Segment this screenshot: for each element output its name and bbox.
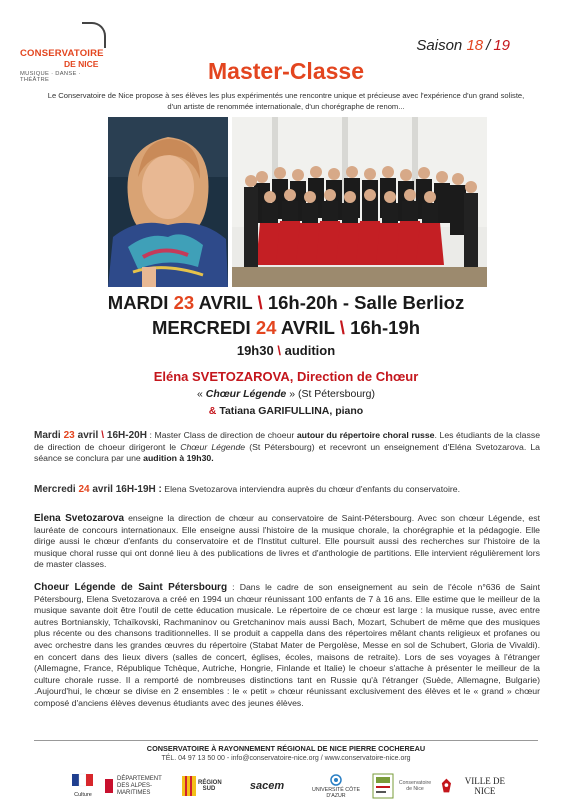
p1-number: 23 xyxy=(63,430,75,441)
date1-number: 23 xyxy=(173,292,195,313)
partner-region-logo xyxy=(180,772,222,800)
partner-sacem-logo: sacem xyxy=(249,780,285,792)
page-title: Master-Classe xyxy=(208,58,364,84)
date2-day: MERCREDI xyxy=(152,317,251,338)
p1-day: Mardi xyxy=(34,430,61,441)
date2-separator: \ xyxy=(339,317,345,338)
date2-number: 24 xyxy=(255,317,277,338)
p1-time: 16H-20H xyxy=(106,430,147,441)
partner-conservatoire-text: Conservatoire de Nice xyxy=(398,780,432,792)
choir-illustration xyxy=(232,117,487,287)
portrait-photo xyxy=(108,117,228,287)
season-sep: / xyxy=(486,37,491,54)
p1-separator: \ xyxy=(101,430,104,441)
partner-label-departement: DÉPARTEMENT DES ALPES-MARITIMES xyxy=(117,775,162,796)
partner-label-region: RÉGION SUD xyxy=(198,780,222,792)
p3-lead: Elena Svetozarova xyxy=(34,513,125,524)
date2-time: 16h-19h xyxy=(350,317,420,338)
footer-contact[interactable]: TÉL. 04 97 13 50 00 - info@conservatoire-nice.org / www.conservatoire-nice.org xyxy=(161,755,411,762)
paragraph-choir xyxy=(34,582,540,710)
p4-text: : Dans le cadre de son enseignement au sein de l'école n°636 de Saint Pétersbourg, Elena Svetozarova a créé en 1994 un chœur réunissant 100 enfants de 7 à 16 ans. Elle estime que le meilleur de la musique savante doit être l'outil de cette éducation musicale. Le répertoire de ce chœur est large : la musique russe, avec entre autres Bortnianskiy, Tchaïkovski, Rachmaninov ou Gretchaninov mais aussi Bach, Mozart, Schubert de même que des musiques plus récente ou des chansons traditionnelles. Il se produit a cappella dans des répertoires mêlant chants religieux et profanes ou avec orchestre dans les grandes œuvres du répertoire (Stabat Mater de Pergolèse, Messe en sol de Schubert, Gloria de Vivaldi). en concert dans des lieux divers (salles de concert, églises, écoles, maisons de retraite). Lors de ses voyages à l'étranger (Allemagne, France, République Tchèque, Autriche, Hongrie, Finlande et Italie) le choeur s'attache à présenter le meilleur de la culture chorale russe. Il a remporté de nombreuses distinctions tant en Russie qu'à l'étranger (Suède, Allemagne, Bulgarie) .Aujourd'hui, le chœur se divise en 2 ensembles : le « petit » chœur réunissant exclusivement des élèves et le « grand » chœur composé d'anciens élèves devenus étudiants avec des jeunes élèves. xyxy=(34,582,540,708)
date-line-tuesday xyxy=(0,292,572,314)
audition-word: audition xyxy=(284,343,336,358)
partner-departement-logo xyxy=(104,772,176,800)
choir-name: Chœur Légende xyxy=(205,388,287,400)
paragraph-bio xyxy=(34,513,540,571)
partner-culture-logo xyxy=(70,772,96,800)
choir-city: (St Pétersbourg) xyxy=(297,388,375,400)
p2-text: Elena Svetozarova interviendra auprès du chœur d'enfants du conservatoire. xyxy=(161,484,461,494)
paragraph-tuesday xyxy=(34,430,540,465)
audition-line xyxy=(0,343,572,358)
p4-lead: Choeur Légende de Saint Pétersbourg xyxy=(34,582,228,593)
p2-time: avril 16H-19H : xyxy=(92,484,162,495)
p1-text-c: (St Pétersbourg) et recevront un enseignement d'Eléna Svetozarova. La séance se conclura par une xyxy=(34,441,540,464)
paragraph-wednesday xyxy=(34,484,540,496)
p1-italic: Chœur Légende xyxy=(180,441,246,452)
date1-day: MARDI xyxy=(107,292,169,313)
season-year2: 19 xyxy=(493,37,510,54)
p2-number: 24 xyxy=(78,484,90,495)
logo-line2: DE NICE xyxy=(64,59,99,69)
departement-icon xyxy=(104,778,114,794)
marianne-icon xyxy=(70,772,96,800)
pianist-name: Tatiana GARIFULLINA, piano xyxy=(219,405,364,417)
p1-month: avril xyxy=(77,430,99,441)
logo-line1: CONSERVATOIRE xyxy=(20,48,104,59)
p3-text: enseigne la direction de chœur au conservatoire de Saint-Pétersbourg. Avec son chœur Légende, est lauréate de concours internationaux. Elle enseigne aussi l'histoire de la musique chorale, la chorégraphie et la pédagogie. Elle dirige aussi le chœur d'enfants du conservatoire et de l'Institut culturel. Elle poursuit aussi des recherches sur l'histoire de la musique choral russe qui ont donné lieu à des publications de livres et d'anthologie de partitions. Elle intervient régulièrement lors de master classes. xyxy=(34,513,541,570)
quote-open: « xyxy=(197,388,203,400)
audition-separator: \ xyxy=(277,343,281,358)
date-line-wednesday xyxy=(0,317,572,339)
date1-time-place: 16h-20h - Salle Berlioz xyxy=(267,292,465,313)
partner-universite-logo xyxy=(308,772,364,800)
ville-eagle-icon xyxy=(440,777,453,795)
p1-text-a: : Master Class de direction de choeur xyxy=(146,430,297,440)
partner-label-culture: Culture xyxy=(74,792,92,798)
date1-separator: \ xyxy=(257,292,263,313)
p1-bold: autour du répertoire choral russe xyxy=(296,430,435,440)
footer-divider xyxy=(34,740,538,741)
season-word: Saison xyxy=(416,37,463,54)
p1-text-b: . Les étudiants de la classe de direction de choeur dirigeront le xyxy=(34,430,541,452)
ampersand: & xyxy=(208,405,217,417)
partner-label-ville: VILLE DE NICE xyxy=(464,776,506,796)
choir-photo xyxy=(232,117,487,287)
logo-line3: MUSIQUE · DANSE · THÉÂTRE xyxy=(20,71,81,83)
partner-ville-logo xyxy=(440,772,514,800)
audition-time: 19h30 xyxy=(236,343,274,358)
partner-label-universite: UNIVERSITÉ CÔTE D'AZUR xyxy=(312,787,360,799)
footer-institution: CONSERVATOIRE À RAYONNEMENT RÉGIONAL DE NICE PIERRE COCHEREAU xyxy=(146,744,426,753)
p1-bold2: audition à 19h30. xyxy=(143,453,214,464)
logo-mark-icon xyxy=(82,22,106,48)
intro-text: Le Conservatoire de Nice propose à ses élèves les plus expérimentés une rencontre unique et précieuse avec l'expérience d'un grand soliste, d'un artiste de renommée internationale, d'un chorégraphe de renom... xyxy=(47,91,525,111)
season-label xyxy=(416,37,510,54)
date1-month: AVRIL xyxy=(198,292,253,313)
universite-star-icon xyxy=(329,773,343,787)
date2-month: AVRIL xyxy=(280,317,335,338)
conservatoire-badge-icon xyxy=(372,773,394,799)
partner-conservatoire-badge xyxy=(370,772,396,800)
season-year1: 18 xyxy=(466,37,484,54)
portrait-illustration xyxy=(108,117,228,287)
pianist-line xyxy=(0,405,572,417)
choir-line xyxy=(0,388,572,400)
region-sud-icon xyxy=(182,776,196,796)
quote-close: » xyxy=(289,388,296,400)
p2-day: Mercredi xyxy=(34,484,76,495)
artist-heading: Eléna SVETOZAROVA, Direction de Chœur xyxy=(153,369,419,384)
